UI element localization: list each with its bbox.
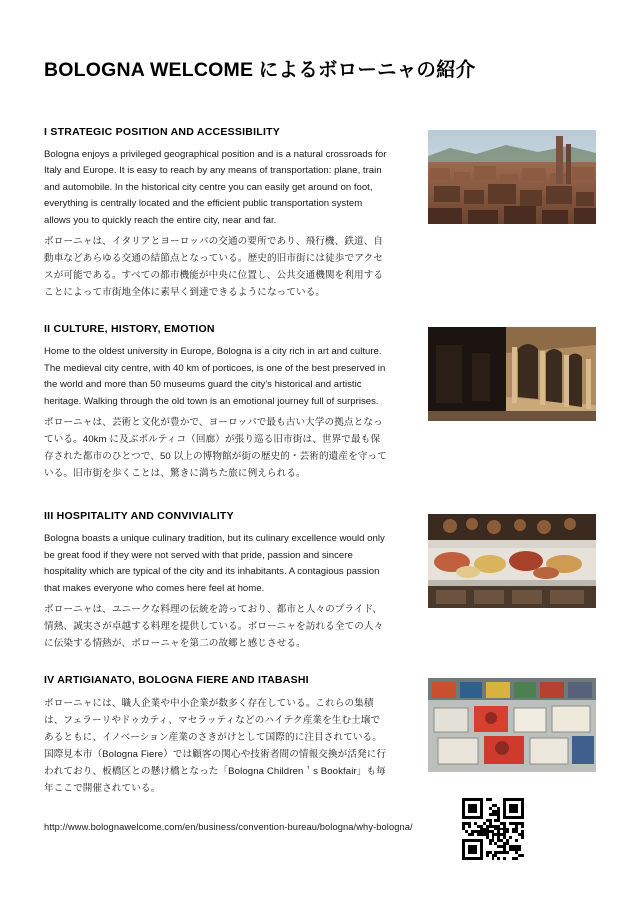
portico-corridor-photo — [428, 327, 596, 421]
section-text — [44, 510, 389, 652]
page-title: BOLOGNA WELCOME によるボローニャの紹介 — [44, 59, 476, 81]
section-paragraph-jp: ボローニャは、芸術と文化が豊かで、ヨーロッパで最も古い大学の拠点となっている。40km に及ぶポルティコ（回廊）が張り巡る旧市街は、世界で最も保存された都市のひとつで、50 以上の博物館が街の歴史的・芸術的遺産を守っている。旧市街を歩くことは、驚きに満ちた旅に例えられる。 — [44, 417, 387, 480]
section-heading: III HOSPITALITY AND CONVIVIALITY — [44, 510, 234, 523]
section-strategic-position — [44, 126, 596, 301]
source-url[interactable]: http://www.bolognawelcome.com/en/business/convention-bureau/bologna/why-bologna/ — [44, 822, 413, 832]
section-hospitality-conviviality — [44, 510, 596, 652]
section-paragraph-jp: ボローニャには、職人企業や中小企業が数多く存在している。これらの集積は、フェラーリやドゥカティ、マセラッティなどのハイテク産業を生む土壌であるともに、イノベーション産業のさきがけとして国際的に注目されている。国際見本市（Bologna Fiere）では顧客の関心や技術者間の情報交換が活発に行われており、板橋区との懸け橋となった「Bologna Children＇s Bookfair」も毎年ここで開催されている。 — [44, 697, 387, 795]
childrens-bookfair-books-photo — [428, 678, 596, 772]
qr-code — [462, 798, 524, 860]
bologna-rooftops-aerial-photo — [428, 130, 596, 224]
section-heading: IV ARTIGIANATO, BOLOGNA FIERE AND ITABASHI — [44, 674, 309, 687]
food-deli-counter-photo — [428, 514, 596, 608]
document-body — [44, 126, 596, 819]
section-culture-history-emotion — [44, 323, 596, 488]
section-heading: II CULTURE, HISTORY, EMOTION — [44, 323, 215, 336]
section-paragraph-en: Bologna boasts a unique culinary tradition, but its culinary excellence would only be great food if they were not served with that pride, passion and sincere hospitality which are typical of the city and its inhabitants. A contagious passion that makes everyone who comes here feel at home. — [44, 533, 385, 594]
section-paragraph-en: Home to the oldest university in Europe, Bologna is a city rich in art and culture. The medieval city centre, with 40 km of porticoes, is one of the best preserved in the world and more than 50 museums guard the city's historical and artistic heritage. Walking through the old town is an emotional journey full of surprises. — [44, 346, 386, 407]
section-paragraph-jp: ボローニャは、イタリアとヨーロッパの交通の要所であり、飛行機、鉄道、自動車などあらゆる交通の結節点となっている。歴史的旧市街には徒歩でアクセスが可能である。すべての都市機能が中央に位置し、公共交通機関を利用することによって市街地全体に素早く到達できるようになっている。 — [44, 236, 384, 299]
section-text — [44, 126, 389, 301]
section-paragraph-en: Bologna enjoys a privileged geographical position and is a natural crossroads for Italy and Europe. It is easy to reach by any means of transportation: plane, train and automobile. In the historical city centre you can easily get around on foot, everything is centrally located and the efficient public transportation system allows you to quickly reach the entire city, near and far. — [44, 148, 387, 226]
section-paragraph-jp: ボローニャは、ユニークな料理の伝統を誇っており、都市と人々のプライド、情熱、誠実さが卓越する料理を提供している。ボローニャを訪れる全ての人々に伝染する情熱が、ボローニャを第二の故郷と感じさせる。 — [44, 604, 384, 650]
section-text — [44, 323, 389, 482]
section-artigianato-bologna-fiere-itabashi — [44, 674, 596, 797]
qr-code-grid — [462, 798, 524, 860]
section-text — [44, 674, 389, 797]
section-heading: I STRATEGIC POSITION AND ACCESSIBILITY — [44, 126, 281, 138]
